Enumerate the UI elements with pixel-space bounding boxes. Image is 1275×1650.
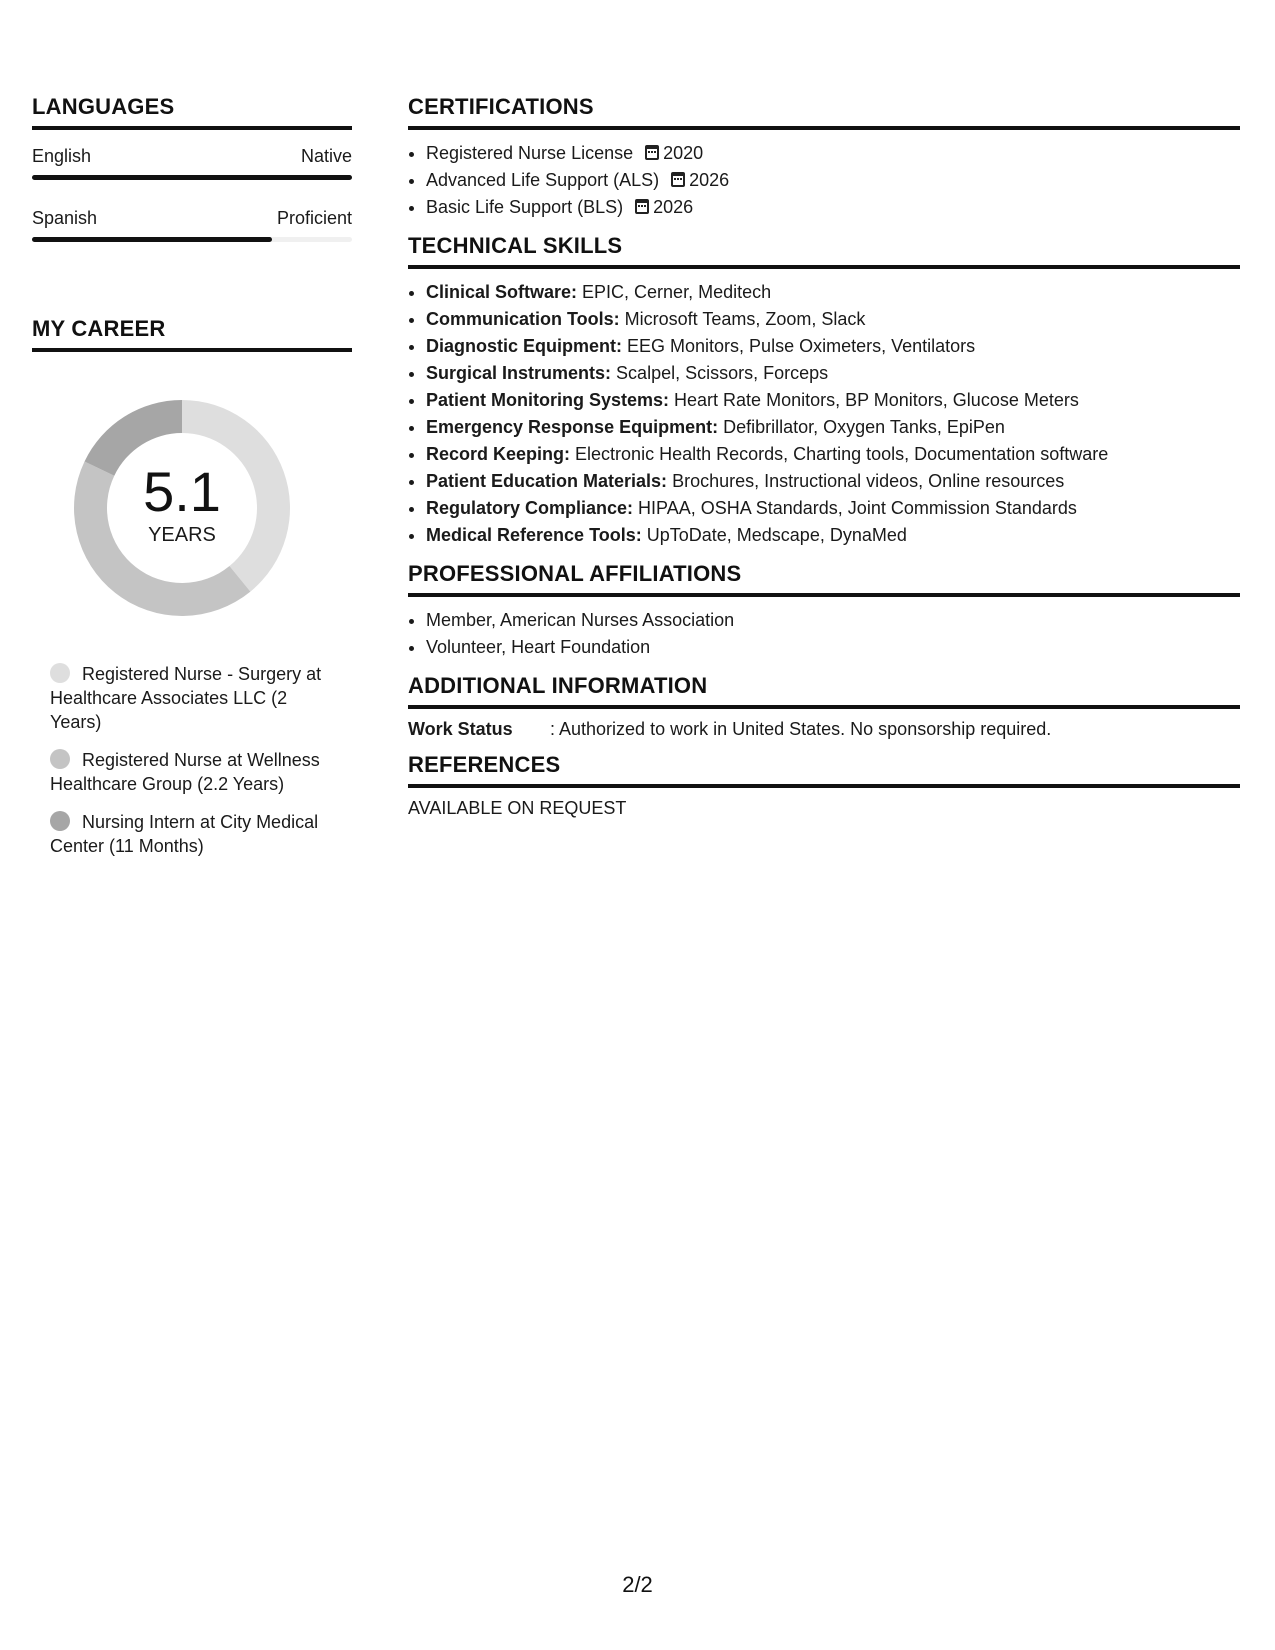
language-name: Spanish [32,208,98,228]
skill-value: Brochures, Instructional videos, Online resources [667,471,1065,491]
work-status-value: : Authorized to work in United States. No sponsorship required. [550,719,1052,739]
career-role-label: Registered Nurse at Wellness Healthcare Group (2.2 Years) [50,750,320,794]
career-legend-item [50,662,330,734]
skill-label: Diagnostic Equipment: [426,336,623,356]
work-status-row [408,719,1240,740]
certification-year: 2026 [653,197,694,217]
language-item [32,208,352,242]
skill-item [426,495,1240,522]
calendar-icon [635,199,649,214]
career-role-label: Registered Nurse - Surgery at Healthcare Associates LLC (2 Years) [50,664,322,732]
skill-label: Emergency Response Equipment: [426,417,719,437]
certifications-list [408,140,1240,221]
language-proficiency-bar [32,237,352,242]
skill-label: Record Keeping: [426,444,571,464]
skill-item [426,279,1240,306]
skill-value: Scalpel, Scissors, Forceps [611,363,829,383]
skill-label: Patient Monitoring Systems: [426,390,670,410]
skill-label: Communication Tools: [426,309,620,329]
certification-name: Advanced Life Support (ALS) [426,170,660,190]
career-heading: MY CAREER [32,316,352,352]
work-status-label: Work Status [408,719,513,739]
skill-item [426,360,1240,387]
page-number: 2/2 [622,1572,653,1597]
skill-item [426,414,1240,441]
language-proficiency-fill [32,175,352,180]
skill-item [426,468,1240,495]
language-item [32,146,352,180]
certification-item [426,194,1240,221]
certification-name: Basic Life Support (BLS) [426,197,624,217]
language-level: Proficient [276,208,352,228]
skill-value: Electronic Health Records, Charting tools, Documentation software [570,444,1109,464]
skill-value: HIPAA, OSHA Standards, Joint Commission Standards [633,498,1077,518]
skill-value: EPIC, Cerner, Meditech [577,282,772,302]
skill-item [426,306,1240,333]
career-legend [50,662,330,858]
certification-item [426,140,1240,167]
technical-skills-section [408,233,1240,549]
skill-item [426,333,1240,360]
language-proficiency-fill [32,237,272,242]
skill-label: Clinical Software: [426,282,578,302]
affiliation-item: • Volunteer, Heart Foundation [426,634,1240,661]
skill-value: EEG Monitors, Pulse Oximeters, Ventilators [622,336,976,356]
certification-name: Registered Nurse License [426,143,634,163]
technical-skills-list [408,279,1240,549]
skill-label: Surgical Instruments: [426,363,612,383]
skill-value: UpToDate, Medscape, DynaMed [641,525,907,545]
right-column [408,94,1240,819]
skill-value: Heart Rate Monitors, BP Monitors, Glucose Meters [669,390,1079,410]
references-text: AVAILABLE ON REQUEST [408,798,627,818]
left-column [32,94,352,872]
languages-heading: LANGUAGES [32,94,352,130]
affiliations-heading: PROFESSIONAL AFFILIATIONS [408,561,1240,597]
languages-section [32,94,352,242]
donut-center [66,460,298,547]
certifications-section [408,94,1240,221]
legend-dot [50,749,70,769]
skill-value: Microsoft Teams, Zoom, Slack [619,309,866,329]
additional-info-heading: ADDITIONAL INFORMATION [408,673,1240,709]
skill-item [426,522,1240,549]
legend-dot [50,811,70,831]
career-total-unit: YEARS [148,524,216,546]
certifications-heading: CERTIFICATIONS [408,94,1240,130]
technical-skills-heading: TECHNICAL SKILLS [408,233,1240,269]
career-role-label: Nursing Intern at City Medical Center (11 Months) [50,812,319,856]
career-section [32,316,352,858]
language-level: Native [300,146,352,166]
affiliations-section [408,561,1240,661]
skill-item [426,387,1240,414]
career-legend-item [50,810,330,858]
affiliation-item: • Member, American Nurses Association [426,607,1240,634]
references-section [408,752,1240,819]
skill-item [426,441,1240,468]
skill-label: Medical Reference Tools: [426,525,642,545]
certification-year: 2026 [689,170,730,190]
certification-year: 2020 [663,143,704,163]
career-legend-item [50,748,330,796]
calendar-icon [671,172,685,187]
skill-label: Patient Education Materials: [426,471,668,491]
calendar-icon [645,145,659,160]
certification-item [426,167,1240,194]
language-proficiency-bar [32,175,352,180]
career-donut-chart [66,392,298,624]
legend-dot [50,663,70,683]
references-heading: REFERENCES [408,752,1240,788]
career-total-value: 5.1 [143,460,221,523]
skill-label: Regulatory Compliance: [426,498,634,518]
affiliations-list [408,607,1240,661]
language-name: English [32,146,92,166]
skill-value: Defibrillator, Oxygen Tanks, EpiPen [718,417,1005,437]
additional-info-section [408,673,1240,740]
